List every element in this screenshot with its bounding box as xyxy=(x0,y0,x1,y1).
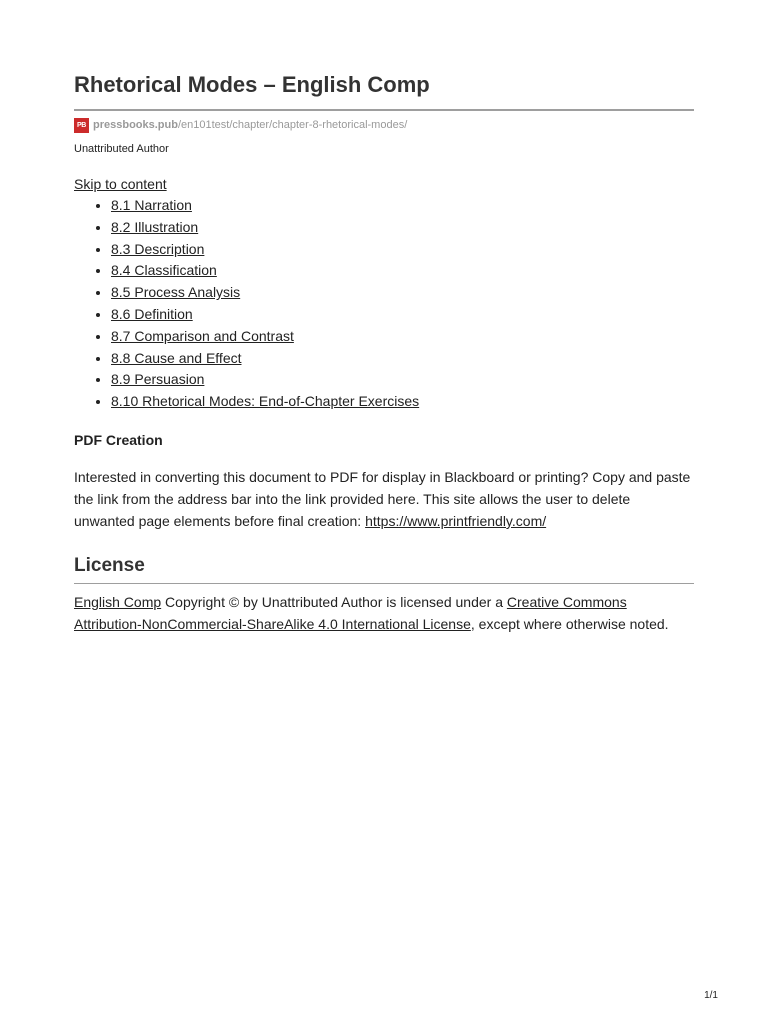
chapter-toc xyxy=(74,195,694,413)
toc-link-definition[interactable]: 8.6 Definition xyxy=(111,305,193,322)
toc-link-classification[interactable]: 8.4 Classification xyxy=(111,262,217,279)
source-path: /en101test/chapter/chapter-8-rhetorical-modes/ xyxy=(177,119,408,131)
pdf-creation-heading: PDF Creation xyxy=(74,431,163,448)
license-text-end: , except where otherwise noted. xyxy=(470,615,669,632)
toc-item xyxy=(111,260,694,282)
license-paragraph xyxy=(74,591,694,635)
toc-item xyxy=(111,195,694,217)
author-line: Unattributed Author xyxy=(74,143,169,155)
creative-commons-license-link[interactable]: Creative Commons Attribution-NonCommercial-ShareAlike 4.0 International License xyxy=(74,593,627,632)
skip-to-content-link[interactable]: Skip to content xyxy=(74,176,167,192)
toc-item xyxy=(111,348,694,370)
pdf-creation-text: Interested in converting this document to PDF for display in Blackboard or printing? Copy and paste the link from the address bar into the link provided here. This site allows the user to delete unwanted page elements before final creation: xyxy=(74,468,691,529)
toc-link-process-analysis[interactable]: 8.5 Process Analysis xyxy=(111,284,241,301)
pressbooks-logo-icon: PB xyxy=(74,118,89,133)
page-number: 1/1 xyxy=(704,990,718,1001)
toc-item xyxy=(111,282,694,304)
printfriendly-link[interactable]: https://www.printfriendly.com/ xyxy=(365,512,547,529)
toc-item xyxy=(111,217,694,239)
source-line xyxy=(74,117,694,133)
english-comp-link[interactable]: English Comp xyxy=(74,593,162,610)
toc-link-description[interactable]: 8.3 Description xyxy=(111,240,205,257)
toc-item xyxy=(111,239,694,261)
toc-link-comparison-contrast[interactable]: 8.7 Comparison and Contrast xyxy=(111,327,294,344)
pdf-creation-paragraph xyxy=(74,466,694,532)
toc-link-persuasion[interactable]: 8.9 Persuasion xyxy=(111,371,205,388)
toc-item xyxy=(111,304,694,326)
license-heading: License xyxy=(74,553,694,584)
source-domain: pressbooks.pub xyxy=(93,119,178,131)
page-title: Rhetorical Modes – English Comp xyxy=(74,70,694,111)
toc-link-illustration[interactable]: 8.2 Illustration xyxy=(111,218,199,235)
toc-item xyxy=(111,326,694,348)
document-page xyxy=(74,70,694,635)
toc-item xyxy=(111,391,694,413)
toc-item xyxy=(111,369,694,391)
license-text-middle: Copyright © by Unattributed Author is licensed under a xyxy=(161,593,507,610)
toc-link-narration[interactable]: 8.1 Narration xyxy=(111,197,192,213)
toc-link-exercises[interactable]: 8.10 Rhetorical Modes: End-of-Chapter Exercises xyxy=(111,393,420,410)
toc-link-cause-effect[interactable]: 8.8 Cause and Effect xyxy=(111,349,242,366)
